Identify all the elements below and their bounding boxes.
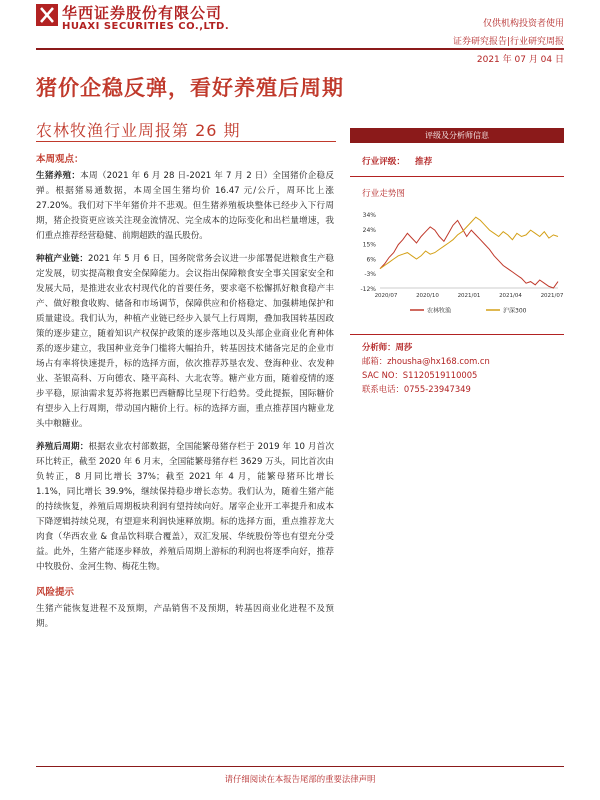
y-tick-label: 34% [362, 212, 376, 219]
email-row [362, 354, 490, 368]
report-date: 2021 年 07 月 04 日 [476, 55, 564, 65]
footer-divider [36, 766, 564, 767]
y-tick-label: 15% [362, 241, 376, 249]
analyst-row [362, 340, 490, 354]
email-label: 邮箱： [362, 356, 388, 366]
sac-number: S1120519110005 [402, 370, 478, 380]
y-tick-label: -3% [364, 271, 376, 279]
risk-heading: 风险提示 [36, 587, 75, 598]
x-tick-label: 2021/04 [499, 293, 522, 299]
company-logo-icon [36, 4, 58, 26]
main-content [36, 152, 334, 632]
analyst-email[interactable]: zhousha@hx168.com.cn [387, 356, 490, 366]
x-tick-label: 2020/10 [416, 293, 439, 299]
analyst-phone: 0755-23947349 [403, 384, 471, 394]
industry-rating [362, 155, 432, 167]
industry-trend-chart [352, 208, 564, 320]
x-tick-label: 2021/07 [540, 293, 564, 299]
legal-notice[interactable]: 请仔细阅读在本报告尾部的重要法律声明 [224, 774, 376, 784]
analyst-label: 分析师： [362, 342, 396, 352]
trend-chart-label: 行业走势图 [362, 189, 405, 199]
sac-label: SAC NO： [362, 370, 403, 380]
paragraph-body: 本周（2021 年 6 月 28 日-2021 年 7 月 2 日）全国猪价企稳反弹。根据猪易通数据，本周全国生猪均价 16.47 元/公斤，周环比上涨 27.20%。我们对下半年猪价并不悲观。但生猪养殖板块整体已经步入下行周期，猪企投资更应该关注现金流情况、完全成本的边际变化和出栏量增速，我们重点推荐经营稳健、前期超跌的温氏股份。 [36, 171, 334, 241]
rating-value: 推荐 [414, 157, 433, 167]
paragraph-lead: 生猪养殖： [36, 171, 81, 181]
report-subtitle: 农林牧渔行业周报第 26 期 [36, 121, 241, 140]
paragraph-planting-chain [36, 252, 334, 432]
paragraph-lead: 养殖后周期： [36, 442, 89, 452]
sidebar-divider [350, 176, 564, 177]
series-line-2 [380, 217, 558, 269]
rating-header: 评级及分析师信息 [350, 128, 564, 143]
company-name-en: HUAXI SECURITIES CO.,LTD. [62, 21, 230, 32]
paragraph-post-cycle [36, 440, 334, 575]
report-category: 证券研究报告|行业研究周报 [452, 37, 564, 47]
legend-label: 沪深300 [503, 307, 527, 315]
y-tick-label: 6% [366, 256, 376, 264]
paragraph-body: 2021 年 5 月 6 日，国务院常务会议进一步部署促进粮食生产稳定发展，切实提高粮食安全保障能力。会议指出保障粮食安全事关国家安全和发展大局，是推进农业农村现代化的首要任务，要求毫不松懈抓好粮食稳产丰产、做好粮食收购、储备和市场调节，保障供应和价格稳定、加强耕地保护和质量建设。我们认为，种植产业链已经步入景气上行周期，叠加我国转基因政策的逐步建立，随着知识产权保护政策的逐步落地以及头部企业商业化育种体系的逐步建立，我国种业竞争门槛将大幅抬升，转基因技术储备完足的企业市场占有率将快速提升，标的选择方面，依次推荐苏垦农发、登海种业、农发种业、荃银高科、万向德农、隆平高科、大北农等。糖产业方面，随着疫情的逐步平稳，原油需求复苏将拖累巴西糖醇比呈现下行趋势。受此提振，国际糖价有望步入上行周期，带动国内糖价上行。标的选择方面，重点推荐国内糖业龙头中粮糖业。 [36, 254, 334, 429]
overview-heading: 本周观点： [36, 154, 84, 165]
phone-label: 联系电话： [362, 384, 404, 394]
paragraph-body: 根据农业农村部数据，全国能繁母猪存栏于 2019 年 10 月首次环比转正，截至 2020 年 6 月末，全国能繁母猪存栏 3629 万头，同比首次由负转正，8 月同比增长 37%；截至 2021 年 4 月，能繁母猪环比增长 1.1%，同比增长 39.9%，继续保持稳步增长态势。我们认为，随着生猪产能的持续恢复，养殖后周期板块利润有望持续向好。屠宰企业开工率提升和成本下降逻辑持续兑现，有望迎来利润快速释放期。标的选择方面，重点推荐龙大肉食（华西农业 & 食品饮料联合覆盖），双汇发展、华统股份等也有望充分受益。此外，生猪产能逐步释放，养殖后周期上游标的利润也将逐季向好，推荐中牧股份、金河生物、梅花生物。 [36, 442, 334, 572]
analyst-name: 周莎 [395, 342, 413, 352]
risk-body: 生猪产能恢复进程不及预期，产品销售不及预期，转基因商业化进程不及预期。 [36, 604, 334, 629]
y-tick-label: -12% [360, 286, 376, 293]
y-tick-label: 24% [362, 226, 376, 234]
analyst-info [362, 340, 490, 396]
sac-row [362, 368, 490, 382]
report-title: 猪价企稳反弹，看好养殖后周期 [36, 76, 344, 100]
header-divider [36, 48, 564, 50]
subtitle-divider [36, 141, 336, 142]
x-tick-label: 2021/01 [457, 293, 481, 299]
paragraph-lead: 种植产业链： [36, 254, 88, 264]
phone-row [362, 382, 490, 396]
legend-label: 农林牧渔 [427, 307, 452, 315]
sidebar-divider [350, 334, 564, 335]
investor-notice: 仅供机构投资者使用 [482, 19, 564, 29]
paragraph-hog-farming [36, 169, 334, 244]
company-name-cn: 华西证券股份有限公司 [62, 4, 223, 22]
x-tick-label: 2020/07 [374, 293, 398, 299]
rating-label: 行业评级： [362, 157, 405, 167]
